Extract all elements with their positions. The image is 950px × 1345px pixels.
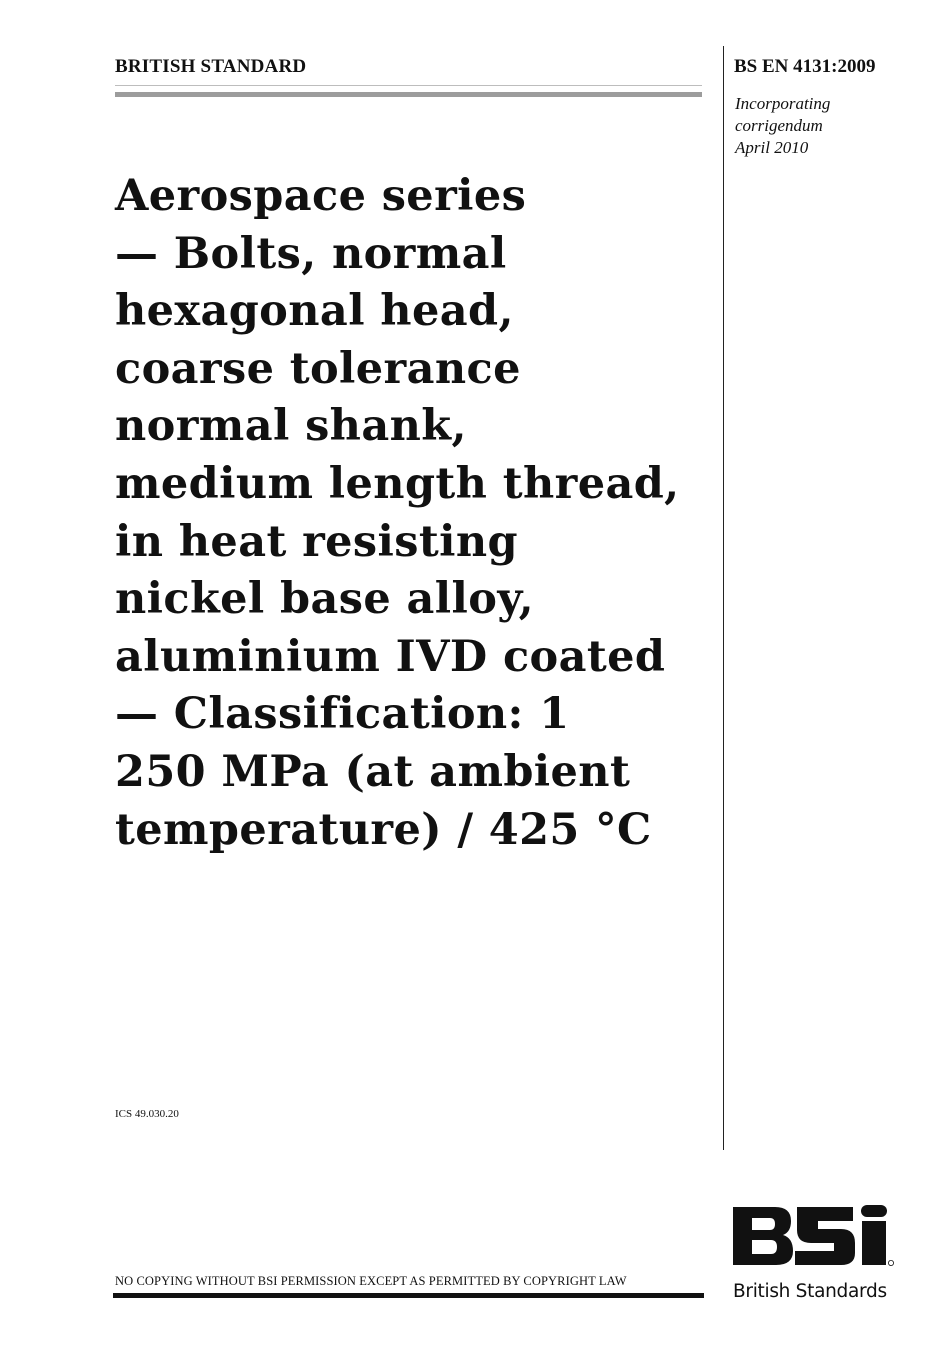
header-divider-thick xyxy=(115,92,702,97)
corrigendum-line: corrigendum xyxy=(735,116,823,135)
copyright-notice: NO COPYING WITHOUT BSI PERMISSION EXCEPT AS PERMITTED BY COPYRIGHT LAW xyxy=(115,1274,627,1288)
title-line: in heat resisting xyxy=(115,516,518,567)
margin-column-divider xyxy=(723,46,724,1150)
corrigendum-note xyxy=(735,93,925,159)
bsi-logo-icon xyxy=(731,1203,895,1269)
title-line: — Classification: 1 xyxy=(115,689,570,740)
title-line: medium length thread, xyxy=(115,458,680,509)
corrigendum-line: April 2010 xyxy=(735,138,809,157)
standard-number: BS EN 4131:2009 xyxy=(734,56,876,77)
document-series-label: BRITISH STANDARD xyxy=(115,56,307,77)
ics-code: ICS 49.030.20 xyxy=(115,1108,179,1120)
title-line: hexagonal head, xyxy=(115,286,514,337)
title-line: — Bolts, normal xyxy=(115,228,507,279)
title-line: 250 MPa (at ambient xyxy=(115,746,631,797)
title-line: Aerospace series xyxy=(115,171,527,221)
document-title xyxy=(115,168,715,859)
footer-divider xyxy=(113,1293,704,1298)
title-line: normal shank, xyxy=(115,401,467,452)
corrigendum-line: Incorporating xyxy=(735,94,831,113)
bsi-logo xyxy=(731,1203,901,1309)
title-line: coarse tolerance xyxy=(115,343,521,394)
bsi-logo-caption: British Standards xyxy=(733,1281,887,1302)
title-line: temperature) / 425 °C xyxy=(115,804,652,855)
header-divider-thin xyxy=(115,85,702,86)
title-line: aluminium IVD coated xyxy=(115,631,666,682)
title-line: nickel base alloy, xyxy=(115,574,534,625)
